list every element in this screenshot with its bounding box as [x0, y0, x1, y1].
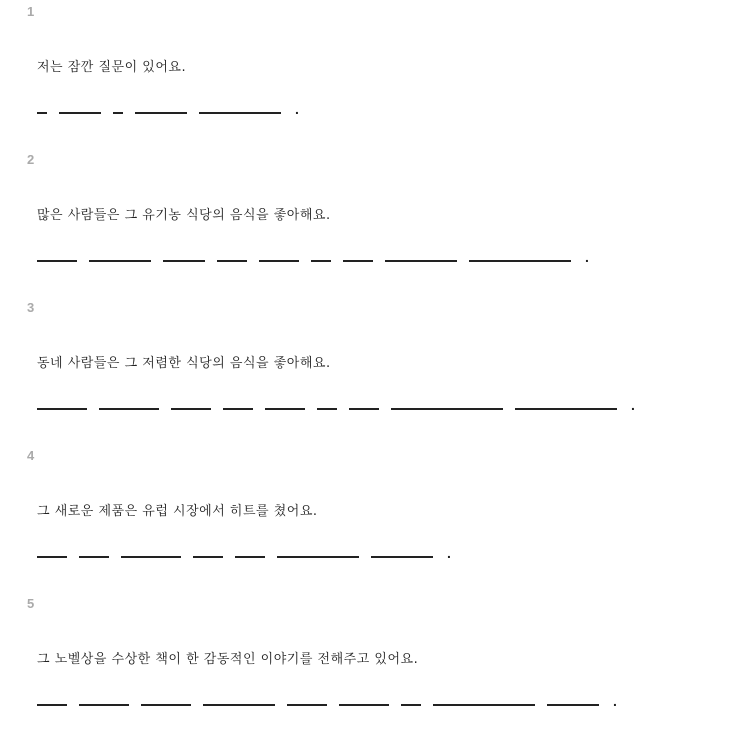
answer-blank[interactable]	[515, 408, 617, 410]
exercise-number: 1	[27, 4, 35, 19]
answer-blanks	[37, 396, 635, 413]
answer-blank[interactable]	[37, 556, 67, 558]
answer-blank[interactable]	[547, 704, 599, 706]
answer-blank[interactable]	[311, 260, 331, 262]
answer-blank[interactable]	[401, 704, 421, 706]
answer-blank[interactable]	[343, 260, 373, 262]
answer-blank[interactable]	[277, 556, 359, 558]
exercise-sentence: 그 노벨상을 수상한 책이 한 감동적인 이야기를 전해주고 있어요.	[37, 652, 419, 667]
answer-blank[interactable]	[141, 704, 191, 706]
exercise-number: 3	[27, 300, 35, 315]
exercise-number: 4	[27, 448, 35, 463]
answer-blank[interactable]	[121, 556, 181, 558]
exercise-sentence: 저는 잠깐 질문이 있어요.	[37, 60, 187, 75]
exercise-number: 5	[27, 596, 35, 611]
sentence-period: .	[585, 249, 589, 265]
exercise-sentence: 동네 사람들은 그 저렴한 식당의 음식을 좋아해요.	[37, 356, 331, 371]
answer-blank[interactable]	[171, 408, 211, 410]
answer-blank[interactable]	[113, 112, 123, 114]
answer-blanks	[37, 100, 299, 117]
answer-blank[interactable]	[217, 260, 247, 262]
answer-blank[interactable]	[385, 260, 457, 262]
answer-blank[interactable]	[193, 556, 223, 558]
answer-blank[interactable]	[235, 556, 265, 558]
sentence-period: .	[295, 101, 299, 117]
answer-blank[interactable]	[37, 112, 47, 114]
answer-blank[interactable]	[433, 704, 535, 706]
answer-blank[interactable]	[371, 556, 433, 558]
answer-blank[interactable]	[79, 556, 109, 558]
answer-blank[interactable]	[37, 704, 67, 706]
answer-blank[interactable]	[259, 260, 299, 262]
answer-blank[interactable]	[287, 704, 327, 706]
answer-blank[interactable]	[317, 408, 337, 410]
answer-blank[interactable]	[59, 112, 101, 114]
sentence-period: .	[613, 693, 617, 709]
answer-blank[interactable]	[469, 260, 571, 262]
exercise-number: 2	[27, 152, 35, 167]
answer-blank[interactable]	[163, 260, 205, 262]
answer-blank[interactable]	[339, 704, 389, 706]
sentence-period: .	[447, 545, 451, 561]
answer-blank[interactable]	[37, 260, 77, 262]
answer-blank[interactable]	[265, 408, 305, 410]
exercise-1	[0, 0, 743, 148]
answer-blank[interactable]	[223, 408, 253, 410]
answer-blank[interactable]	[79, 704, 129, 706]
exercise-3	[0, 296, 743, 444]
exercise-sentence: 그 새로운 제품은 유럽 시장에서 히트를 쳤어요.	[37, 504, 318, 519]
exercise-sentence: 많은 사람들은 그 유기농 식당의 음식을 좋아해요.	[37, 208, 331, 223]
answer-blank[interactable]	[391, 408, 503, 410]
exercise-2	[0, 148, 743, 296]
answer-blank[interactable]	[203, 704, 275, 706]
exercise-4	[0, 444, 743, 592]
answer-blanks	[37, 248, 589, 265]
answer-blank[interactable]	[99, 408, 159, 410]
answer-blank[interactable]	[37, 408, 87, 410]
answer-blanks	[37, 544, 451, 561]
answer-blanks	[37, 692, 617, 709]
answer-blank[interactable]	[89, 260, 151, 262]
answer-blank[interactable]	[349, 408, 379, 410]
answer-blank[interactable]	[135, 112, 187, 114]
sentence-period: .	[631, 397, 635, 413]
answer-blank[interactable]	[199, 112, 281, 114]
